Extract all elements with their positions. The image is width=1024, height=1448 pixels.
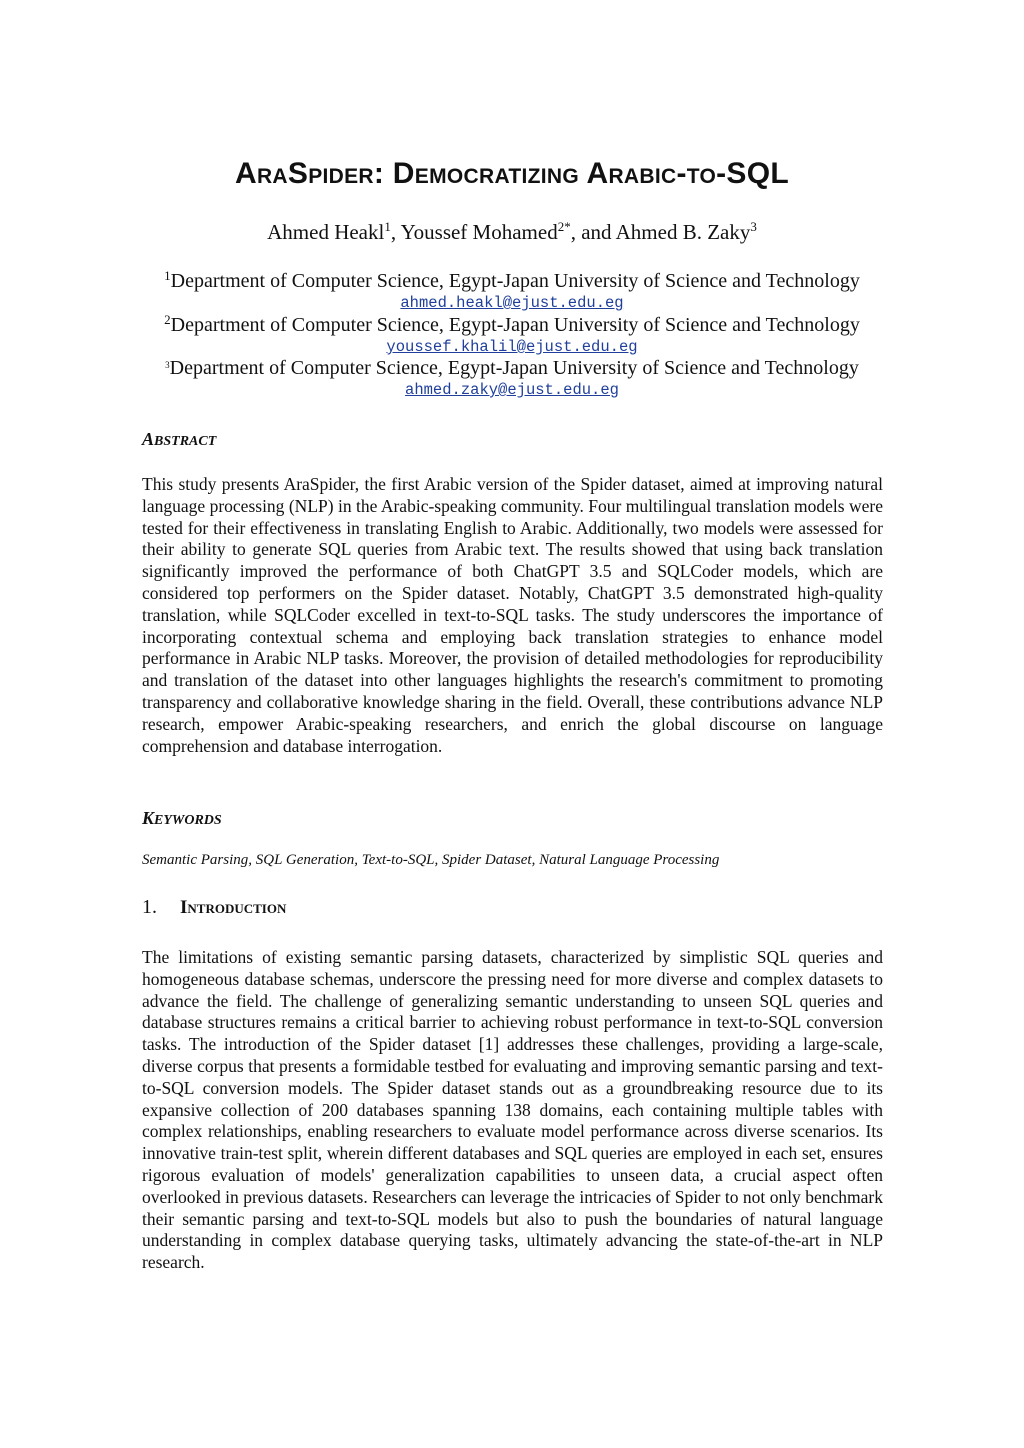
keywords-heading-rest: EYWORDS <box>154 813 222 828</box>
affiliation-email-link[interactable]: youssef.khalil@ejust.edu.eg <box>386 338 638 356</box>
keywords-text: Semantic Parsing, SQL Generation, Text-to-SQL, Spider Dataset, Natural Language Processing <box>142 852 720 868</box>
affiliation-mark: 2 <box>164 312 171 327</box>
section-title: Introduction <box>180 897 287 918</box>
section-number: 1. <box>142 896 157 918</box>
affiliation-block <box>0 355 1024 399</box>
abstract-heading-initial: A <box>142 429 155 449</box>
author-separator: , and <box>570 220 616 244</box>
abstract-text: This study presents AraSpider, the first Arabic version of the Spider dataset, aimed at improving natural language processing (NLP) in the Arabic-speaking community. Four multilingual translation models were tested for their effectiveness in translating English to Arabic. Additionally, two models were assessed for their ability to generate SQL queries from Arabic text. The results showed that using back translation significantly improved the performance of both ChatGPT 3.5 and SQLCoder models, which are considered top performers on the Spider dataset. Notably, ChatGPT 3.5 demonstrated high-quality translation, while SQLCoder excelled in text-to-SQL tasks. The study underscores the importance of incorporating contextual schema and employing back translation strategies to enhance model performance in Arabic NLP tasks. Moreover, the provision of detailed methodologies for reproducibility and translation of the dataset into other languages highlights the research's commitment to promoting transparency and collaborative knowledge sharing in the field. Overall, these contributions advance NLP research, empower Arabic-speaking researchers, and enrich the global discourse on language comprehension and database interrogation. <box>142 474 883 756</box>
affiliation-block <box>0 312 1024 356</box>
author-name: Ahmed Heakl <box>267 220 385 244</box>
introduction-heading <box>142 894 286 921</box>
affiliation-dept <box>0 355 1024 381</box>
affiliation-mark: 3 <box>165 360 170 370</box>
author-mark: 3 <box>750 219 757 234</box>
paper-title: AraSpider: Democratizing Arabic-to-SQL <box>235 157 789 190</box>
affiliation-email-link[interactable]: ahmed.heakl@ejust.edu.eg <box>400 294 624 312</box>
author-mark: 2* <box>557 219 571 234</box>
affiliation-mark: 1 <box>164 268 171 283</box>
abstract-heading-rest: BSTRACT <box>154 434 217 449</box>
affiliation-dept <box>0 268 1024 294</box>
abstract-heading <box>142 427 216 454</box>
author-separator: , <box>390 220 401 244</box>
affiliation-dept-text: Department of Computer Science, Egypt-Japan University of Science and Technology <box>170 270 860 292</box>
author-name: Youssef Mohamed <box>400 220 558 244</box>
keywords-heading-initial: K <box>142 808 155 828</box>
author-name: Ahmed B. Zaky <box>615 220 751 244</box>
author-line <box>0 218 1024 246</box>
affiliation-dept-text: Department of Computer Science, Egypt-Japan University of Science and Technology <box>169 357 859 379</box>
keywords-heading <box>142 806 222 833</box>
affiliation-email-link[interactable]: ahmed.zaky@ejust.edu.eg <box>405 381 619 399</box>
affiliation-block <box>0 268 1024 312</box>
affiliation-dept <box>0 312 1024 338</box>
affiliation-dept-text: Department of Computer Science, Egypt-Japan University of Science and Technology <box>170 314 860 336</box>
introduction-text: The limitations of existing semantic parsing datasets, characterized by simplistic SQL queries and homogeneous database schemas, underscore the pressing need for more diverse and complex datasets to advance the field. The challenge of generalizing semantic understanding to unseen SQL queries and database structures remains a critical barrier to achieving robust performance in text-to-SQL conversion tasks. The introduction of the Spider dataset [1] addresses these challenges, providing a large-scale, diverse corpus that presents a formidable testbed for evaluating and improving semantic parsing and text-to-SQL conversion models. The Spider dataset stands out as a groundbreaking resource due to its expansive collection of 200 databases spanning 138 domains, each containing multiple tables with complex relationships, enabling researchers to evaluate model performance across diverse scenarios. Its innovative train-test split, wherein different databases and SQL queries are employed in each set, ensures rigorous evaluation of models' generalization capabilities to unseen data, a crucial aspect often overlooked in previous datasets. Researchers can leverage the intricacies of Spider to not only benchmark their semantic parsing and text-to-SQL models but also to push the boundaries of natural language understanding in complex database querying tasks, ultimately advancing the state-of-the-art in NLP research. <box>142 947 883 1273</box>
author-mark: 1 <box>384 219 391 234</box>
